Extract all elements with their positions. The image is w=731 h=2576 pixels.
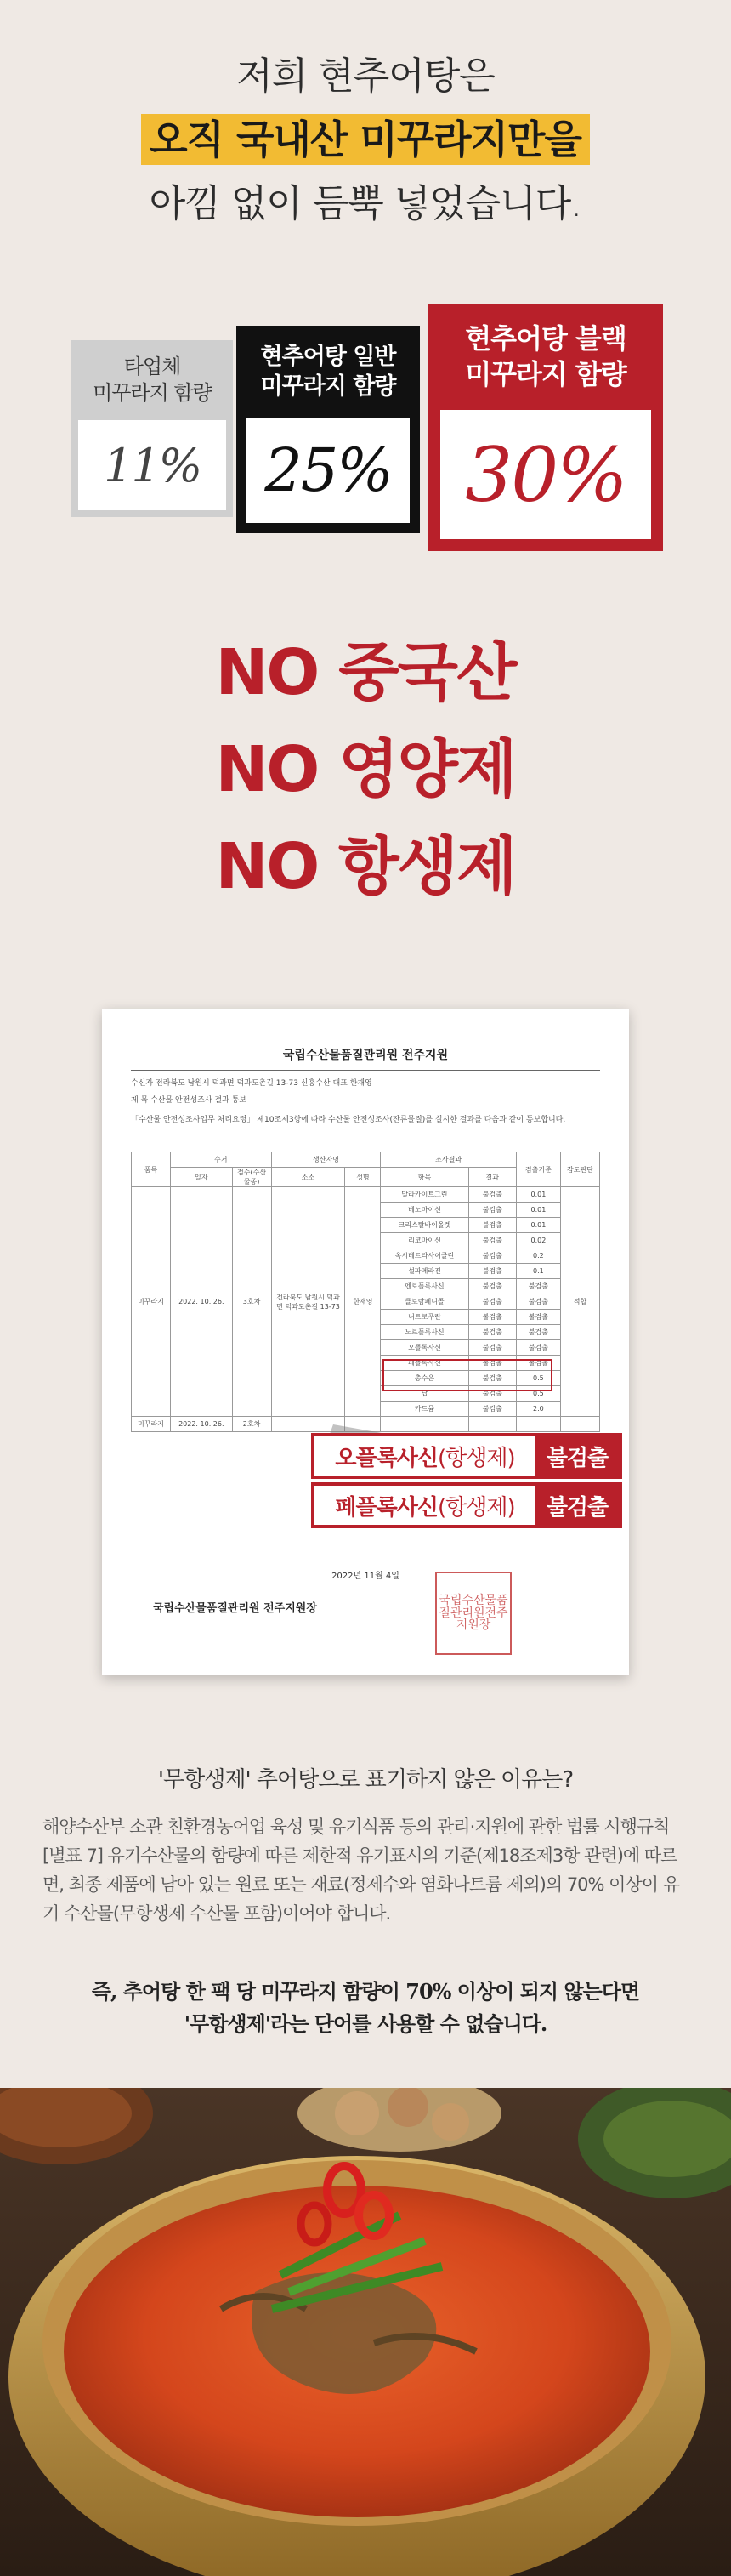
- table-cell: 불검출: [468, 1218, 516, 1233]
- hero-line-2-highlight: 오직 국내산 미꾸라지만을: [141, 114, 590, 165]
- soup-bowl-illustration: [0, 2088, 731, 2576]
- hero-heading: [0, 51, 731, 230]
- hero-line-3: 아낌 없이 듬뿍 넣었습니다.: [149, 182, 582, 225]
- table-cell: 불검출: [516, 1310, 560, 1325]
- table-header: 수거: [171, 1152, 272, 1168]
- document-issuer: 국립수산물품질관리원 전주지원장: [153, 1602, 317, 1615]
- table-cell: 불검출: [516, 1279, 560, 1294]
- divider: [131, 1070, 600, 1071]
- table-cell: 2022. 10. 26.: [171, 1417, 233, 1432]
- comparison-card-regular: [236, 326, 420, 533]
- table-cell: 한재영: [345, 1187, 381, 1417]
- table-cell: 불검출: [468, 1402, 516, 1417]
- table-cell: 미꾸라지: [132, 1417, 171, 1432]
- table-cell: 0.5: [516, 1386, 560, 1402]
- table-cell: 불검출: [468, 1386, 516, 1402]
- table-cell: 2022. 10. 26.: [171, 1187, 233, 1417]
- table-cell: 0.01: [516, 1218, 560, 1233]
- table-cell: 불검출: [468, 1310, 516, 1325]
- table-cell: 불검출: [468, 1187, 516, 1203]
- explanation-section: [0, 1762, 731, 2040]
- comparison-card-black: [428, 304, 663, 551]
- table-cell: 옥시테트라사이클린: [381, 1248, 468, 1264]
- callout-result: 불검출: [536, 1486, 619, 1525]
- explanation-body: 해양수산부 소관 친환경농어업 육성 및 유기식품 등의 관리·지원에 관한 법률 시행규칙[별표 7] 유기수산물의 함량에 따른 제한적 유기표시의 기준(제18조제3항 관련)에 따르면, 최종 제품에 남아 있는 원료 또는 재료(정제수와 염화나트륨 제외)의 70% 이상이 유기 수산물(무항생제 수산물 포함)이어야 합니다.: [42, 1817, 679, 1924]
- table-cell: 0.2: [516, 1248, 560, 1264]
- table-header: 생산자명: [271, 1152, 381, 1168]
- table-cell: 불검출: [516, 1356, 560, 1371]
- table-cell: 설파메라진: [381, 1264, 468, 1279]
- table-header: 검출기준: [516, 1152, 560, 1187]
- table-cell: 불검출: [516, 1340, 560, 1356]
- table-cell: 2호차: [232, 1417, 271, 1432]
- table-cell: 총수은: [381, 1371, 468, 1386]
- table-cell: 클로람페니콜: [381, 1294, 468, 1310]
- document-title: 국립수산물품질관리원 전주지원: [282, 1049, 449, 1062]
- table-cell: 오플록사신: [381, 1340, 468, 1356]
- table-cell: 엔로플록사신: [381, 1279, 468, 1294]
- table-cell: 불검출: [468, 1248, 516, 1264]
- table-cell: 불검출: [468, 1340, 516, 1356]
- no-claim-china: NO 중국산: [215, 636, 516, 709]
- table-cell: 전라북도 남원시 덕과면 덕과도촌길 13-73: [271, 1187, 345, 1417]
- comparison-card-competitor: [71, 340, 233, 517]
- card-value: 25%: [246, 418, 410, 523]
- card-label-line2: 미꾸라지 함량: [465, 358, 626, 390]
- table-cell: 불검출: [468, 1264, 516, 1279]
- no-claim-antibiotics: NO 항생제: [215, 830, 516, 903]
- table-cell: 0.1: [516, 1264, 560, 1279]
- table-cell: 크리스탈바이올렛: [381, 1218, 468, 1233]
- table-cell: 미꾸라지: [132, 1187, 171, 1417]
- no-claims: [0, 636, 731, 930]
- callout-result: 불검출: [536, 1436, 619, 1476]
- table-cell: 불검출: [516, 1294, 560, 1310]
- hero-line-1: 저희 현추어탕은: [236, 54, 495, 98]
- callout-pefloxacin: [311, 1482, 622, 1528]
- inspection-document: [102, 1009, 629, 1675]
- table-cell: 불검출: [468, 1233, 516, 1248]
- document-paragraph: 「수산물 안전성조사업무 처리요령」 제10조제3항에 따라 수산물 안전성조사(잔류물질)를 실시한 결과를 다음과 같이 통보합니다.: [131, 1116, 566, 1124]
- explanation-question: '무항생제' 추어탕으로 표기하지 않은 이유는?: [157, 1767, 574, 1793]
- table-cell: 노르플록사신: [381, 1325, 468, 1340]
- document-recipient: 수신자 전라북도 남원시 덕과면 덕과도촌길 13-73 신흥수산 대표 한재영: [131, 1079, 372, 1088]
- table-cell: 불검출: [516, 1325, 560, 1340]
- document-subject: 제 목 수산물 안전성조사 결과 통보: [131, 1096, 247, 1105]
- table-cell: 불검출: [468, 1371, 516, 1386]
- table-row: [132, 1187, 600, 1203]
- official-seal: 국립수 산물품 질관리 원전주 지원장: [435, 1572, 512, 1655]
- table-header: 감도판단: [560, 1152, 599, 1187]
- table-cell: 불검출: [468, 1294, 516, 1310]
- table-cell: 납: [381, 1386, 468, 1402]
- table-header: 소소: [271, 1168, 345, 1187]
- explanation-conclusion: 즉, 추어탕 한 팩 당 미꾸라지 함량이 70% 이상이 되지 않는다면 '무항생제'라는 단어를 사용할 수 없습니다.: [91, 1979, 640, 2036]
- callout-name: 오플록사신(항생제): [335, 1445, 515, 1471]
- table-cell: 불검출: [468, 1279, 516, 1294]
- card-value: 30%: [440, 410, 651, 539]
- table-header: 조사결과: [381, 1152, 516, 1168]
- table-cell: 적합: [560, 1187, 599, 1417]
- card-label-line2: 미꾸라지 함량: [260, 373, 396, 400]
- table-cell: 리코마이신: [381, 1233, 468, 1248]
- card-value: 11%: [78, 420, 226, 510]
- table-cell: 베노마이신: [381, 1203, 468, 1218]
- table-cell: 0.02: [516, 1233, 560, 1248]
- table-header: 일자: [171, 1168, 233, 1187]
- table-header: 성명: [345, 1168, 381, 1187]
- table-cell: 3호차: [232, 1187, 271, 1417]
- table-cell: 0.01: [516, 1187, 560, 1203]
- table-cell: 불검출: [468, 1203, 516, 1218]
- table-cell: 불검출: [468, 1325, 516, 1340]
- table-header: 점수(수산물종): [232, 1168, 271, 1187]
- document-date: 2022년 11월 4일: [332, 1572, 400, 1581]
- table-cell: 불검출: [468, 1356, 516, 1371]
- table-header: 품목: [132, 1152, 171, 1187]
- table-cell: 말라카이트그린: [381, 1187, 468, 1203]
- table-cell: 0.5: [516, 1371, 560, 1386]
- no-claim-supplements: NO 영양제: [215, 733, 516, 806]
- card-label-line1: 현추어탕 블랙: [465, 322, 626, 355]
- table-cell: 카드뮴: [381, 1402, 468, 1417]
- table-cell: 니트로푸란: [381, 1310, 468, 1325]
- table-header: 결과: [468, 1168, 516, 1187]
- chueotang-photo: [0, 2088, 731, 2576]
- card-label-line1: 현추어탕 일반: [260, 343, 396, 370]
- table-cell: 0.01: [516, 1203, 560, 1218]
- highlight-box: [382, 1359, 552, 1391]
- callout-ofloxacin: [311, 1433, 622, 1479]
- card-label-line2: 미꾸라지 함량: [93, 381, 212, 405]
- callout-name: 페플록사신(항생제): [335, 1494, 515, 1521]
- table-header: 항목: [381, 1168, 468, 1187]
- card-label-line1: 타업체: [123, 354, 181, 378]
- table-cell: 페플록사신: [381, 1356, 468, 1371]
- table-cell: 2.0: [516, 1402, 560, 1417]
